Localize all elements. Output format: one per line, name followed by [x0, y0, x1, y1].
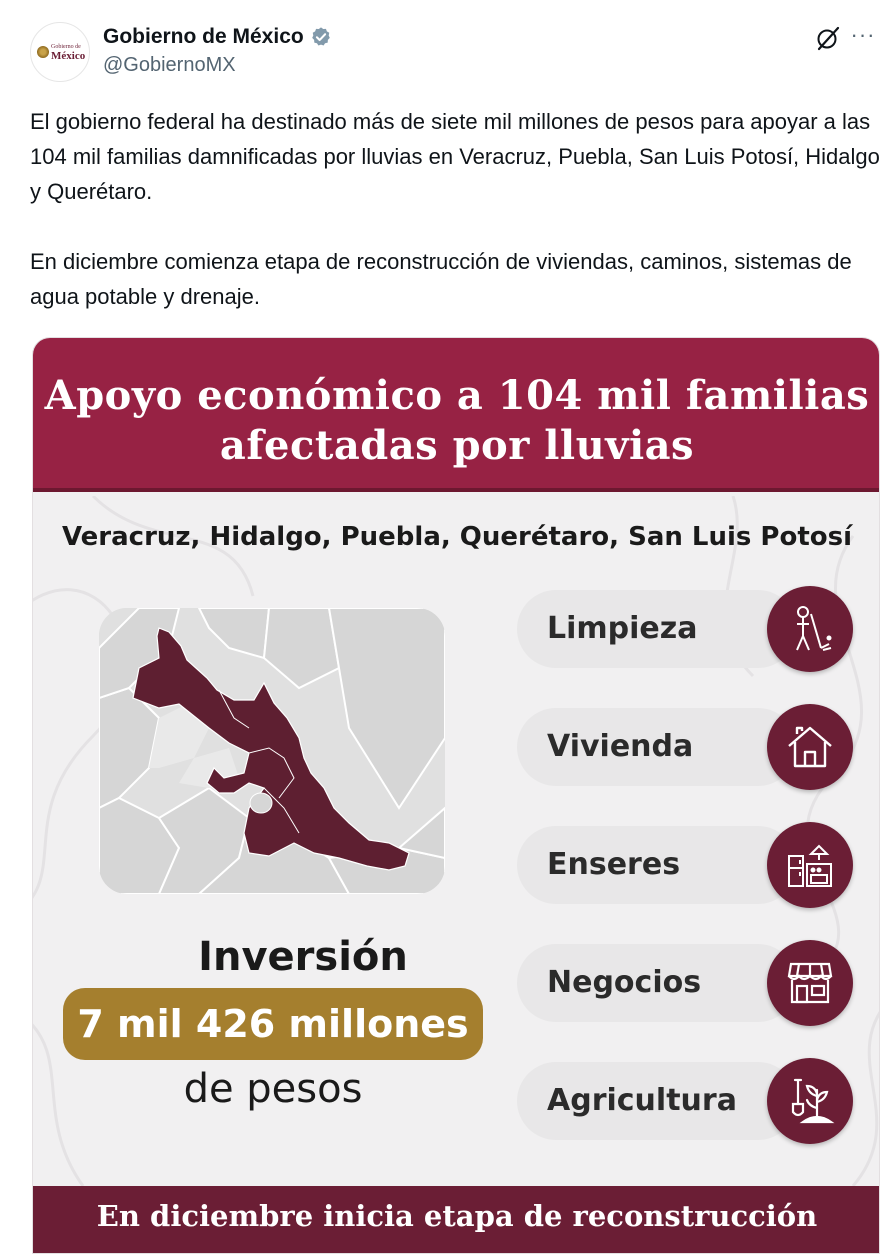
infographic-banner [33, 338, 880, 492]
cleaning-person-icon [767, 586, 853, 672]
house-icon [767, 704, 853, 790]
investment-amount: 7 mil 426 millones [63, 988, 483, 1060]
eagle-emblem-icon [37, 46, 49, 58]
infographic-title-line-2: afectadas por lluvias [219, 422, 695, 469]
tweet-text [30, 104, 880, 314]
affected-states-map [99, 608, 445, 894]
appliances-icon [767, 822, 853, 908]
avatar[interactable] [30, 22, 90, 82]
tweet-header [30, 16, 882, 86]
category-label: Negocios [547, 965, 702, 1000]
verified-badge-icon[interactable] [310, 26, 332, 48]
grok-icon[interactable] [814, 24, 842, 52]
category-limpieza [517, 586, 851, 672]
more-options-icon[interactable]: ··· [850, 22, 876, 47]
avatar-logo-text-large: México [51, 50, 86, 62]
infographic-image[interactable] [32, 337, 880, 1254]
infographic-footer: En diciembre inicia etapa de reconstrucción [33, 1186, 880, 1254]
tweet-paragraph-2: En diciembre comienza etapa de reconstrucción de viviendas, caminos, sistemas de agua potable y drenaje. [30, 249, 852, 309]
category-vivienda [517, 704, 851, 790]
account-handle[interactable]: @GobiernoMX [103, 54, 236, 76]
category-label: Agricultura [547, 1083, 737, 1118]
tweet-paragraph-1: El gobierno federal ha destinado más de siete mil millones de pesos para apoyar a las 104 mil familias damnificadas por lluvias en Veracruz, Puebla, San Luis Potosí, Hidalgo y Querétaro. [30, 109, 880, 204]
category-label: Vivienda [547, 729, 694, 764]
states-list: Veracruz, Hidalgo, Puebla, Querétaro, San Luis Potosí [61, 522, 853, 552]
shovel-plant-icon [767, 1058, 853, 1144]
name-row [103, 24, 332, 50]
category-label: Limpieza [547, 611, 698, 646]
investment-unit: de pesos [183, 1066, 363, 1112]
mexico-region-map-icon [99, 608, 445, 894]
category-agricultura [517, 1058, 851, 1144]
category-negocios [517, 940, 851, 1026]
investment-label: Inversión [198, 934, 408, 980]
avatar-logo-text-small: Gobierno de [51, 44, 81, 50]
infographic-title-line-1: Apoyo económico a 104 mil familias [44, 372, 870, 419]
account-name[interactable]: Gobierno de México [103, 25, 304, 48]
storefront-icon [767, 940, 853, 1026]
category-enseres [517, 822, 851, 908]
category-label: Enseres [547, 847, 681, 882]
gobierno-logo [37, 43, 85, 63]
